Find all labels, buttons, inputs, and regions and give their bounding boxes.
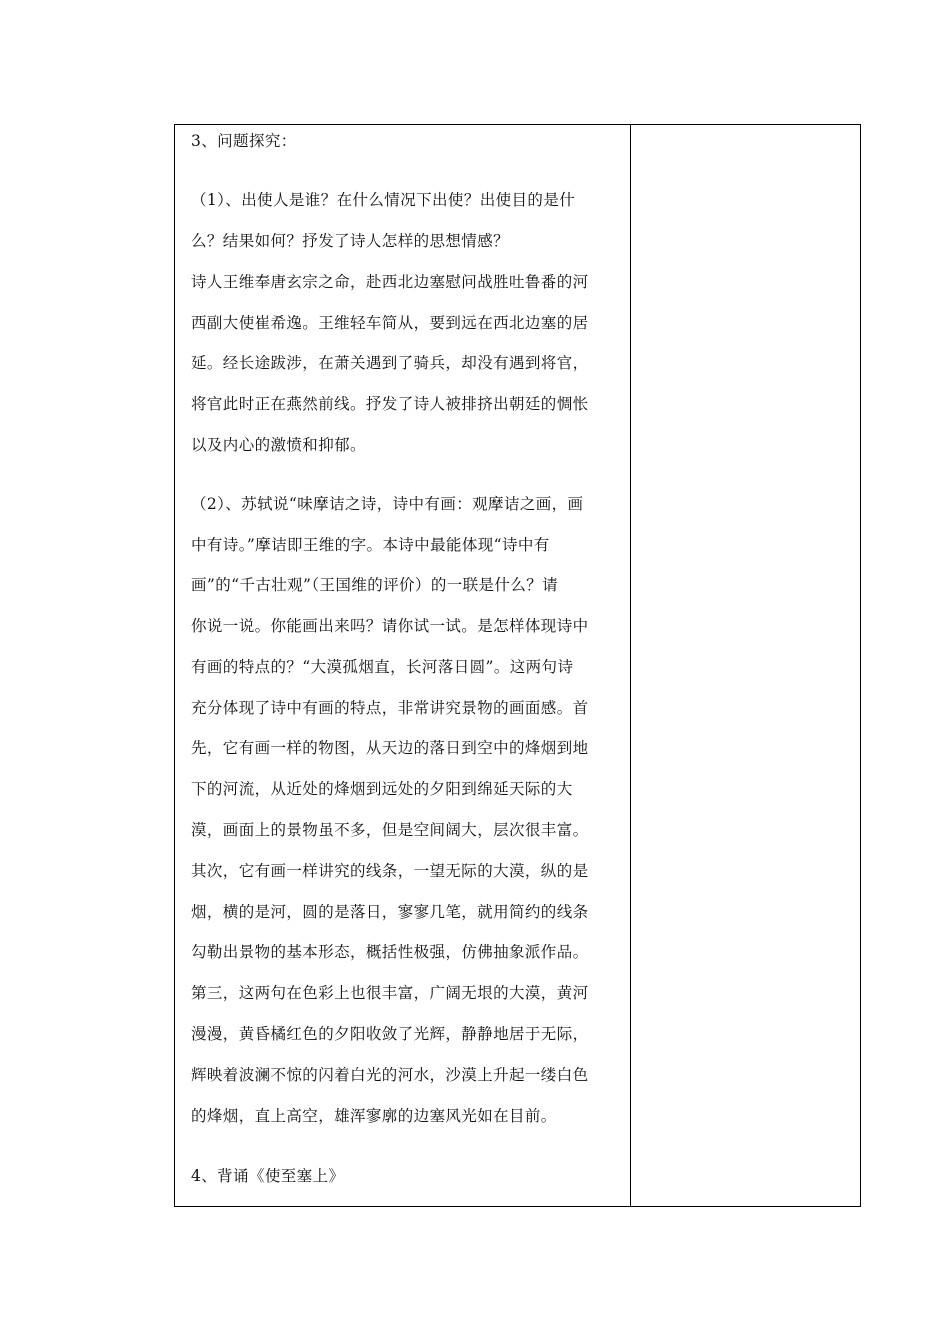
section-heading-3: 3、问题探究：: [191, 132, 297, 150]
question-2-line: 画”的“千古壮观”（王国维的评价）的一联是什么？请: [191, 576, 559, 594]
answer-2-line: 勾勒出景物的基本形态，概括性极强，仿佛抽象派作品。: [191, 943, 589, 961]
answer-1-line: 以及内心的激愤和抑郁。: [191, 436, 366, 454]
table-cell-main: [175, 125, 631, 1206]
answer-1-line: 诗人王维奉唐玄宗之命，赴西北边塞慰问战胜吐鲁番的河: [191, 273, 589, 291]
section-heading-4: 4、背诵《使至塞上》: [191, 1167, 345, 1185]
answer-1-line: 将官此时正在燕然前线。抒发了诗人被排挤出朝廷的惆怅: [191, 395, 589, 413]
answer-2-line: 充分体现了诗中有画的特点，非常讲究景物的画面感。首: [191, 699, 589, 717]
answer-2-line: 有画的特点的？“大漠孤烟直，长河落日圆”。这两句诗: [191, 658, 574, 676]
answer-2-line: 其次，它有画一样讲究的线条，一望无际的大漠，纵的是: [191, 862, 589, 880]
answer-2-line: 辉映着波澜不惊的闪着白光的河水，沙漠上升起一缕白色: [191, 1066, 589, 1084]
question-1-line: 么？结果如何？抒发了诗人怎样的思想情感？: [191, 232, 510, 250]
answer-2-line: 烟，横的是河，圆的是落日，寥寥几笔，就用简约的线条: [191, 903, 589, 921]
question-2-line: （2）、苏轼说“味摩诘之诗，诗中有画：观摩诘之画，画: [191, 495, 584, 513]
answer-2-line: 的烽烟，直上高空，雄浑寥廓的边塞风光如在目前。: [191, 1107, 557, 1125]
answer-1-line: 延。经长途跋涉，在萧关遇到了骑兵，却没有遇到将官，: [191, 354, 589, 372]
answer-2-line: 第三，这两句在色彩上也很丰富，广阔无垠的大漠，黄河: [191, 984, 589, 1002]
answer-2-line: 下的河流，从近处的烽烟到远处的夕阳到绵延天际的大: [191, 780, 573, 798]
question-2-line: 你说一说。你能画出来吗？请你试一试。是怎样体现诗中: [191, 617, 589, 635]
answer-2-line: 漫漫，黄昏橘红色的夕阳收敛了光辉，静静地居于无际，: [191, 1025, 589, 1043]
answer-1-line: 西副大使崔希逸。王维轻车简从，要到远在西北边塞的居: [191, 314, 589, 332]
question-1-line: （1）、出使人是谁？在什么情况下出使？出使目的是什: [191, 191, 576, 209]
content-table: [174, 124, 861, 1207]
answer-2-line: 先，它有画一样的物图，从天边的落日到空中的烽烟到地: [191, 739, 589, 757]
table-cell-notes: [631, 125, 860, 1206]
answer-2-line: 漠，画面上的景物虽不多，但是空间阔大，层次很丰富。: [191, 821, 589, 839]
question-2-line: 中有诗。”摩诘即王维的字。本诗中最能体现“诗中有: [191, 536, 550, 554]
